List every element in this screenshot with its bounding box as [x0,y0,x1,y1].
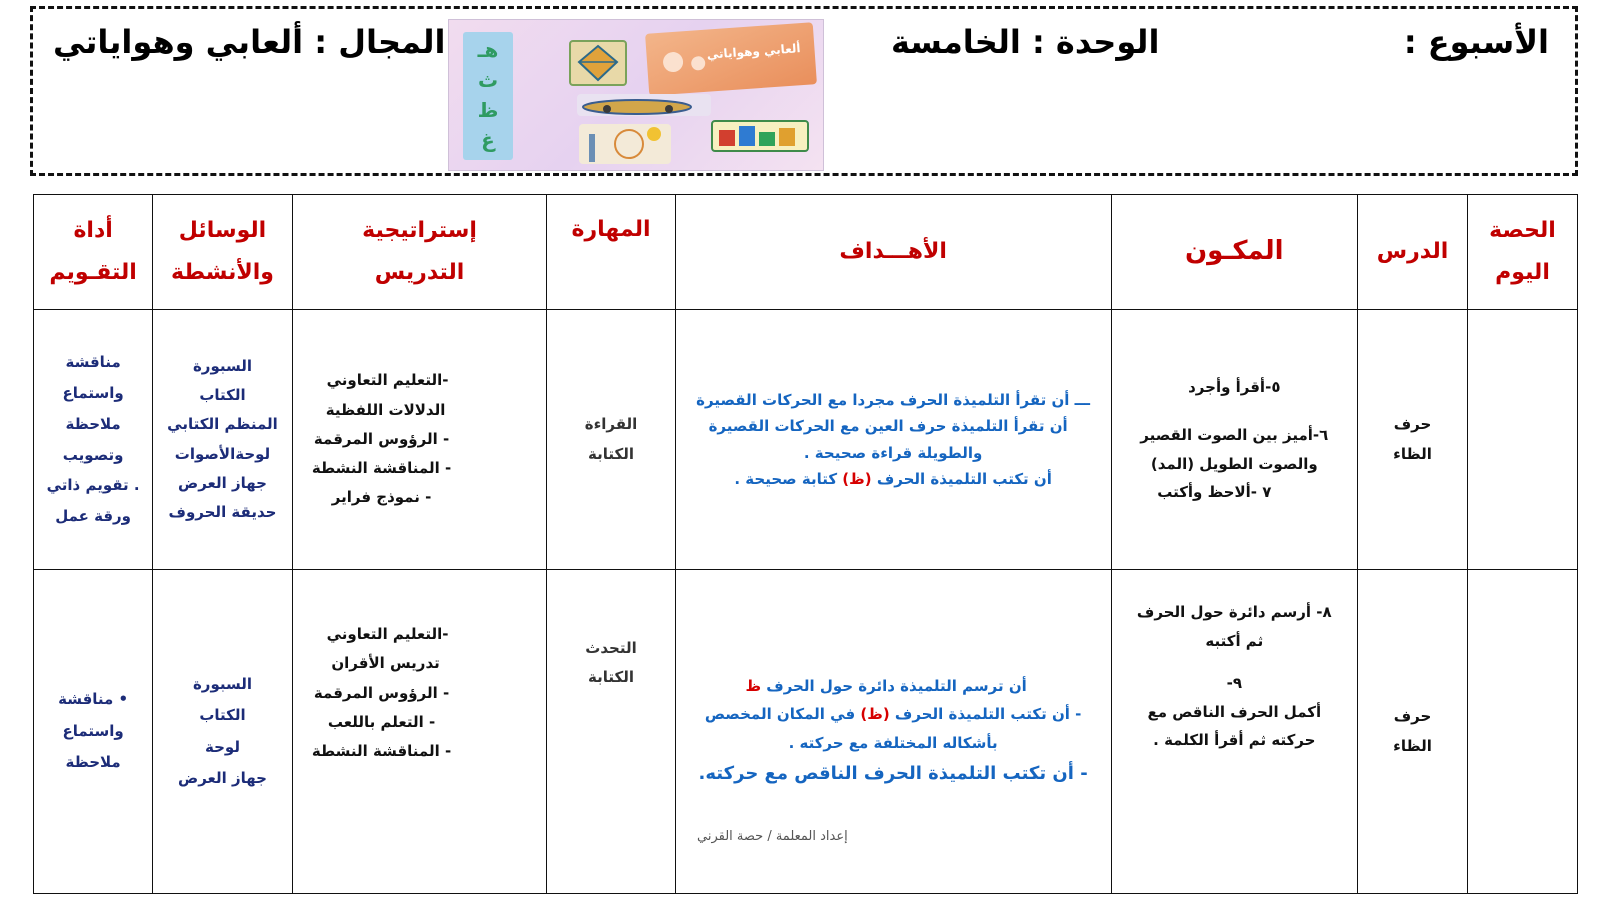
row1-goals-line4: أن تكتب التلميذة الحرف [876,469,1052,488]
row1-component-line1: ٥-أقرأ وأجرد [1188,377,1281,396]
row2-lesson-line2: الظاء [1393,736,1432,755]
col-strategy [292,195,547,310]
row1-skill-line2: الكتابة [588,444,634,463]
row2-goals [675,570,1111,894]
table-header-row [34,195,1578,310]
row2-strategy [292,570,547,894]
row2-component-line2: ثم أكتبه [1205,631,1264,650]
row1-component-spacer [1122,401,1347,421]
col-assessment [34,195,153,310]
row1-tools-line6: حديقة الحروف [168,503,277,521]
row1-goals-line4-end: كتابة صحيحة . [734,469,838,488]
week-label: الأسبوع : [1403,23,1549,61]
row1-strategy-line2: الدلالات اللفظية [325,400,446,419]
row2-assessment-line2: واستماع [62,721,124,740]
letter-dha: ظ [477,98,499,122]
row1-strategy-line4: - المناقشة النشطة [311,459,452,478]
row2-strategy-line4: - التعلم باللعب [327,712,436,731]
letter-strip [463,32,513,160]
unit-illustration [448,19,824,171]
col-day-line1: الحصة [1489,218,1556,244]
row1-day [1468,310,1578,570]
row1-assessment-line5: . تقويم ذاتي [46,476,140,495]
col-tools [153,195,293,310]
row1-component-line4: ٧ -ألاحظ وأكتب [1157,483,1272,501]
row1-strategy-line1: -التعليم التعاوني [326,371,449,390]
col-day [1468,195,1578,310]
car-picture [577,94,711,116]
row2-strategy-line1: -التعليم التعاوني [326,625,449,643]
row2-skill-line2: الكتابة [588,668,634,687]
table-row [34,570,1578,894]
row1-lesson-line2: الظاء [1393,444,1432,463]
row1-component [1111,310,1357,570]
row2-skill [547,570,675,894]
col-goals: الأهـــداف [675,195,1111,310]
row1-goals-line1: ـــ أن تقرأ التلميذة الحرف مجردا مع الحركات القصيرة [696,391,1091,409]
row2-day [1468,570,1578,894]
blocks-picture [711,120,809,152]
playground-picture [579,124,671,164]
row1-strategy [292,310,547,570]
row2-tools-line1: السبورة [192,674,253,693]
row1-lesson [1358,310,1468,570]
row2-component-line4: أكمل الحرف الناقص مع [1147,702,1322,721]
row2-goals-letter2: (ظ) [860,705,890,724]
unit-label: الوحدة : الخامسة [891,23,1160,61]
row1-strategy-line5: - نموذج فراير [331,488,432,507]
row2-component-line1: ٨- أرسم دائرة حول الحرف [1136,603,1332,621]
row1-skill-line1: القراءة [584,415,638,434]
col-day-line2: اليوم [1495,260,1550,285]
row2-strategy-line5: - المناقشة النشطة [311,742,452,760]
row1-skill [547,310,675,570]
row2-assessment-line3: ملاحظة [65,753,121,772]
kite-picture [569,40,627,86]
row2-lesson [1358,570,1468,894]
book-dot-icon [662,51,683,72]
book-title: ألعابي وهواياتي [706,41,801,62]
letter-ha: هـ [477,38,499,62]
row2-goals-line2: - أن تكتب التلميذة الحرف [894,705,1082,724]
kite-icon [571,42,625,84]
letter-ghain: غ [481,128,495,152]
col-assessment-line1: أداة [73,218,113,244]
col-assessment-line2: التقـويم [49,260,137,285]
col-tools-line1: الوسائل [178,218,267,244]
row2-component [1111,570,1357,894]
row1-goals-line3: والطويلة قراءة صحيحة . [803,443,983,462]
table-row [34,310,1578,570]
col-strategy-line2: التدريس [374,260,465,285]
row2-strategy-line2: تدريس الأقران [331,654,440,673]
blocks-icon [713,122,807,150]
teacher-credit: إعداد المعلمة / حصة القرني [697,829,848,844]
row1-goals [675,310,1111,570]
row1-assessment-line1: مناقشة [65,353,121,372]
row1-tools-line5: جهاز العرض [178,473,267,492]
row1-goals-letter: (ظ) [842,469,872,488]
row2-lesson-line1: حرف [1393,707,1432,726]
header-box [30,6,1578,176]
row1-assessment-line3: ملاحظة [65,414,121,433]
row1-component-line3: والصوت الطويل (المد) [1150,454,1318,473]
row2-tools-line4: جهاز العرض [178,769,267,787]
row1-strategy-line3: - الرؤوس المرقمة [313,429,450,448]
row1-tools-line3: المنظم الكتابي [167,415,278,434]
book-dot-icon [691,56,706,71]
row2-goals-line4: - أن تكتب التلميذة الحرف الناقص مع حركته. [698,763,1088,785]
row1-lesson-line1: حرف [1393,415,1432,434]
row1-goals-line2: أن تقرأ التلميذة حرف العين مع الحركات القصيرة [708,417,1068,436]
row1-component-line2: ٦-أميز بين الصوت القصير [1140,426,1329,444]
row2-assessment [34,570,153,894]
row1-assessment-line6: ورقة عمل [55,507,132,525]
col-lesson: الدرس [1358,195,1468,310]
row2-strategy-line3: - الرؤوس المرقمة [313,683,450,702]
row1-assessment-line2: واستماع [62,384,124,402]
row2-tools-line2: الكتاب [199,706,246,724]
row1-tools [153,310,293,570]
row2-tools [153,570,293,894]
row1-tools-line4: لوحةالأصوات [174,444,271,463]
playground-icon [579,124,671,164]
col-strategy-line1: إستراتيجية [362,218,477,244]
row2-component-line5: حركته ثم أقرأ الكلمة . [1153,731,1316,749]
row2-component-line3: ٩- [1226,674,1242,692]
lesson-plan-table [33,194,1578,894]
row2-goals-line2-end: في المكان المخصص [704,705,856,724]
row2-goals-letter1: ظ [745,676,762,695]
row1-tools-line1: السبورة [192,356,253,375]
col-component: المكـون [1111,195,1357,310]
row2-component-spacer [1122,655,1347,669]
row1-tools-line2: الكتاب [199,386,246,404]
row2-tools-line3: لوحة [205,737,240,756]
row2-goals-line1: أن ترسم التلميذة دائرة حول الحرف [766,676,1027,695]
col-skill: المهارة [547,195,675,310]
row2-goals-line3: بأشكاله المختلفة مع حركته . [788,733,998,752]
letter-tha: ث [477,68,499,92]
car-icon [577,94,711,116]
book-picture [645,22,817,96]
row2-skill-line1: التحدث [585,639,637,657]
row1-assessment [34,310,153,570]
col-tools-line2: والأنشطة [170,260,274,285]
domain-label: المجال : ألعابي وهواياتي [53,23,446,61]
row2-assessment-line1: • مناقشة [58,690,129,709]
row1-assessment-line4: وتصويب [62,445,124,464]
